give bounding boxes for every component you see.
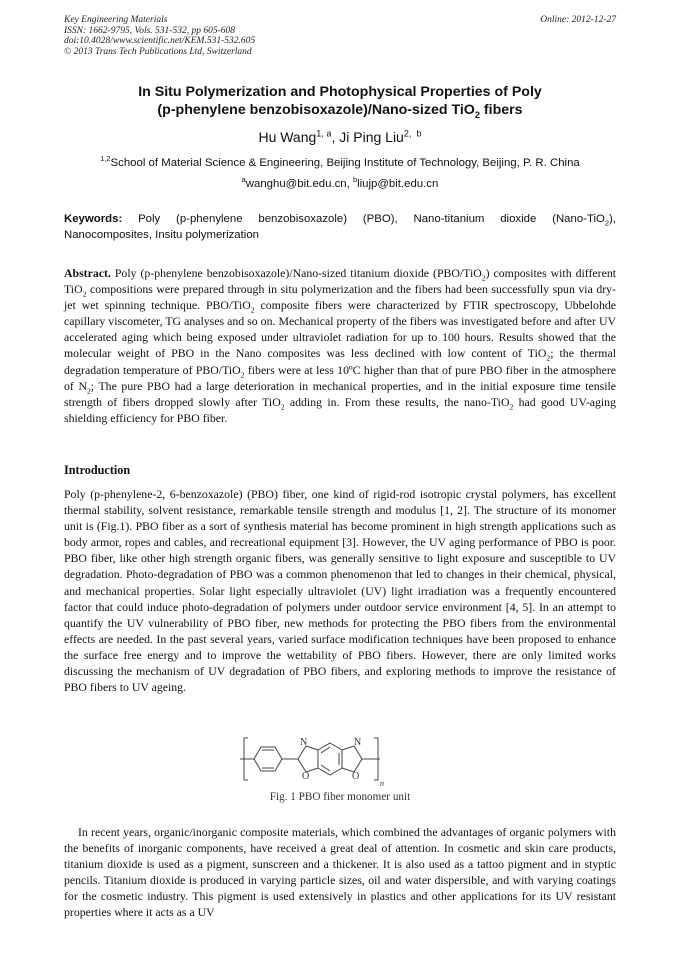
label-n1: N [300, 737, 308, 748]
doi-line[interactable]: doi:10.4028/www.scientific.net/KEM.531-532.605 [64, 36, 256, 46]
author-2: Ji Ping Liu [339, 129, 404, 145]
introduction-heading: Introduction [64, 463, 131, 477]
keywords-text-2: ), Nanocomposites, Insitu polymerization [64, 213, 616, 241]
online-date: Online: 2012-12-27 [540, 15, 616, 25]
abstract-sub: 2 [481, 273, 486, 283]
issn-line: ISSN: 1662-9795, Vols. 531-532, pp 605-608 [64, 25, 235, 36]
affiliation [64, 154, 616, 169]
title-line-2-text: (p-phenylene benzobisoxazole)/Nano-sized TiO [157, 102, 475, 118]
title-line-2-end: fibers [479, 102, 523, 118]
label-n2: N [354, 737, 362, 748]
introduction-paragraph-2: In recent years, organic/inorganic composite materials, which combined the advantages of organic polymers with the benefits of inorganic components, have received a great deal of attention. In cosmetic and skin care products, titanium dioxide is used as a pigment, sunscreen and a thickener. It is also used as a tattoo pigment and in styptic pencils. Titanium dioxide is produced in varying particle sizes, oil and water dispersible, and with varying coatings for the cosmetic industry. This pigment is used extensively in plastics and other applications for its UV resistant properties where it acts as a UV [64, 825, 616, 920]
oxazole-ring-2 [342, 746, 362, 772]
abstract-sub: 2 [509, 402, 514, 412]
author-1: Hu Wang [258, 129, 317, 145]
title-subscript: 2 [474, 109, 480, 120]
introduction-paragraph-1: Poly (p-phenylene-2, 6-benzoxazole) (PBO) fiber, one kind of rigid-rod isotropic crystal polymers, has excellent thermal stability, solvent resistance, remarkable tensile strength and modulus [1, 2]. The structure of its monomer unit is (Fig.1). PBO fiber as a sort of synthesis material has become prominent in high strength applications such as body armor, ropes and cables, and recreational equipment [3]. However, the UV aging performance of PBO is poor. PBO fiber, like other high strength organic fibers, was generally sensitive to light exposure and susceptible to UV degradation. Photo-degradation of PBO was a common phenomenon that led to changes in their chemical, physical, and mechanical properties. Solar light especially ultraviolet (UV) light irradiation was a frequently encountered factor that could induce photo-degradation of polymers under outdoor service environment [4, 5]. In an attempt to quantify the UV vulnerability of PBO fiber, new methods for protecting the PBO fibers from the environmental effects are needed. In the past several years, varied surface modification techniques have been proposed to enhance the surface free energy and to improve the wettability of PBO fibers. However, there are only limited works discussing the mechanism of UV degradation of PBO fibers, and exploring methods to improve the resistance of PBO fibers to UV ageing. [64, 487, 616, 695]
author-2-sup: 2, b [403, 128, 422, 139]
abstract-sub: 2 [280, 402, 285, 412]
author-1-sup: 1, a [316, 128, 332, 139]
abstract [64, 265, 616, 426]
title-line-1: In Situ Polymerization and Photophysical Properties of Poly [138, 84, 542, 100]
abstract-text: ; the thermal degradation temperature of PBO/TiO [64, 346, 616, 377]
label-o2: O [352, 771, 360, 782]
abstract-text: composite fibers were characterized by FTIR spectroscopy, Ubbelohde capillary viscometer, TG analyses and so on. Mechanical property of the fibers was investigated before and after UV accelerated aging which being exposed under ultraviolet radiation for up to 100 hours. Results showed that the molecular weight of PBO in the Nano composites was less declined with low content of TiO [64, 298, 616, 361]
abstract-label: Abstract. [64, 266, 111, 280]
author-emails [64, 175, 616, 190]
pbo-structure-figure [240, 732, 450, 790]
affiliation-text: School of Material Science & Engineering, Beijing Institute of Technology, Beijing, P. R. China [110, 157, 580, 169]
abstract-sub: 2 [250, 305, 255, 315]
journal-name: Key Engineering Materials [64, 15, 168, 25]
abstract-text: adding in. From these results, the nano-TiO [284, 394, 510, 409]
figure-caption: Fig. 1 PBO fiber monomer unit [269, 791, 411, 803]
author-list [64, 129, 616, 145]
abstract-sub: 2 [82, 289, 87, 299]
keywords-text-1: Poly (p-phenylene benzobisoxazole) (PBO), Nano-titanium dioxide (Nano-TiO [122, 213, 605, 225]
paper-title [64, 83, 616, 119]
keywords-sub: 2 [604, 218, 610, 228]
oxazole-ring-1 [298, 746, 318, 772]
email-b-sup: b [352, 175, 358, 185]
keywords [64, 212, 616, 243]
author-separator: , [331, 129, 340, 145]
abstract-text: ; The pure PBO had a large deterioration in mechanical properties, and in the initial exposure time tensile strength of fibers dropped slowly after TiO [64, 378, 616, 409]
abstract-text: fibers were at less 10ºC higher than that of pure PBO fiber in the atmosphere of N [64, 362, 616, 393]
abstract-text: had good UV-aging shielding efficiency for PBO fiber. [64, 394, 616, 425]
copyright-line: © 2013 Trans Tech Publications Ltd, Switzerland [64, 46, 252, 57]
email-a[interactable]: wanghu@bit.edu.cn, [245, 178, 353, 190]
affiliation-sup: 1,2 [100, 154, 111, 164]
abstract-sub: 2 [86, 386, 91, 396]
title-line-2 [64, 101, 616, 119]
email-a-sup: a [241, 175, 246, 185]
journal-header [64, 15, 616, 57]
keywords-label: Keywords: [64, 213, 123, 225]
abstract-sub: 2 [240, 369, 245, 379]
label-n-subscript: n [380, 779, 384, 788]
abstract-sub: 2 [546, 353, 551, 363]
phenylene-ring [254, 747, 282, 771]
abstract-text: ) composites with different TiO [64, 266, 616, 297]
email-b[interactable]: liujp@bit.edu.cn [357, 178, 439, 190]
label-o1: O [302, 771, 310, 782]
abstract-text: compositions were prepared through in situ polymerization and the fibers had been successfully spun via dry-jet wet spinning technique. PBO/TiO [64, 282, 616, 313]
abstract-text: Poly (p-phenylene benzobisoxazole)/Nano-sized titanium dioxide (PBO/TiO [110, 266, 482, 280]
central-ring [318, 743, 342, 775]
